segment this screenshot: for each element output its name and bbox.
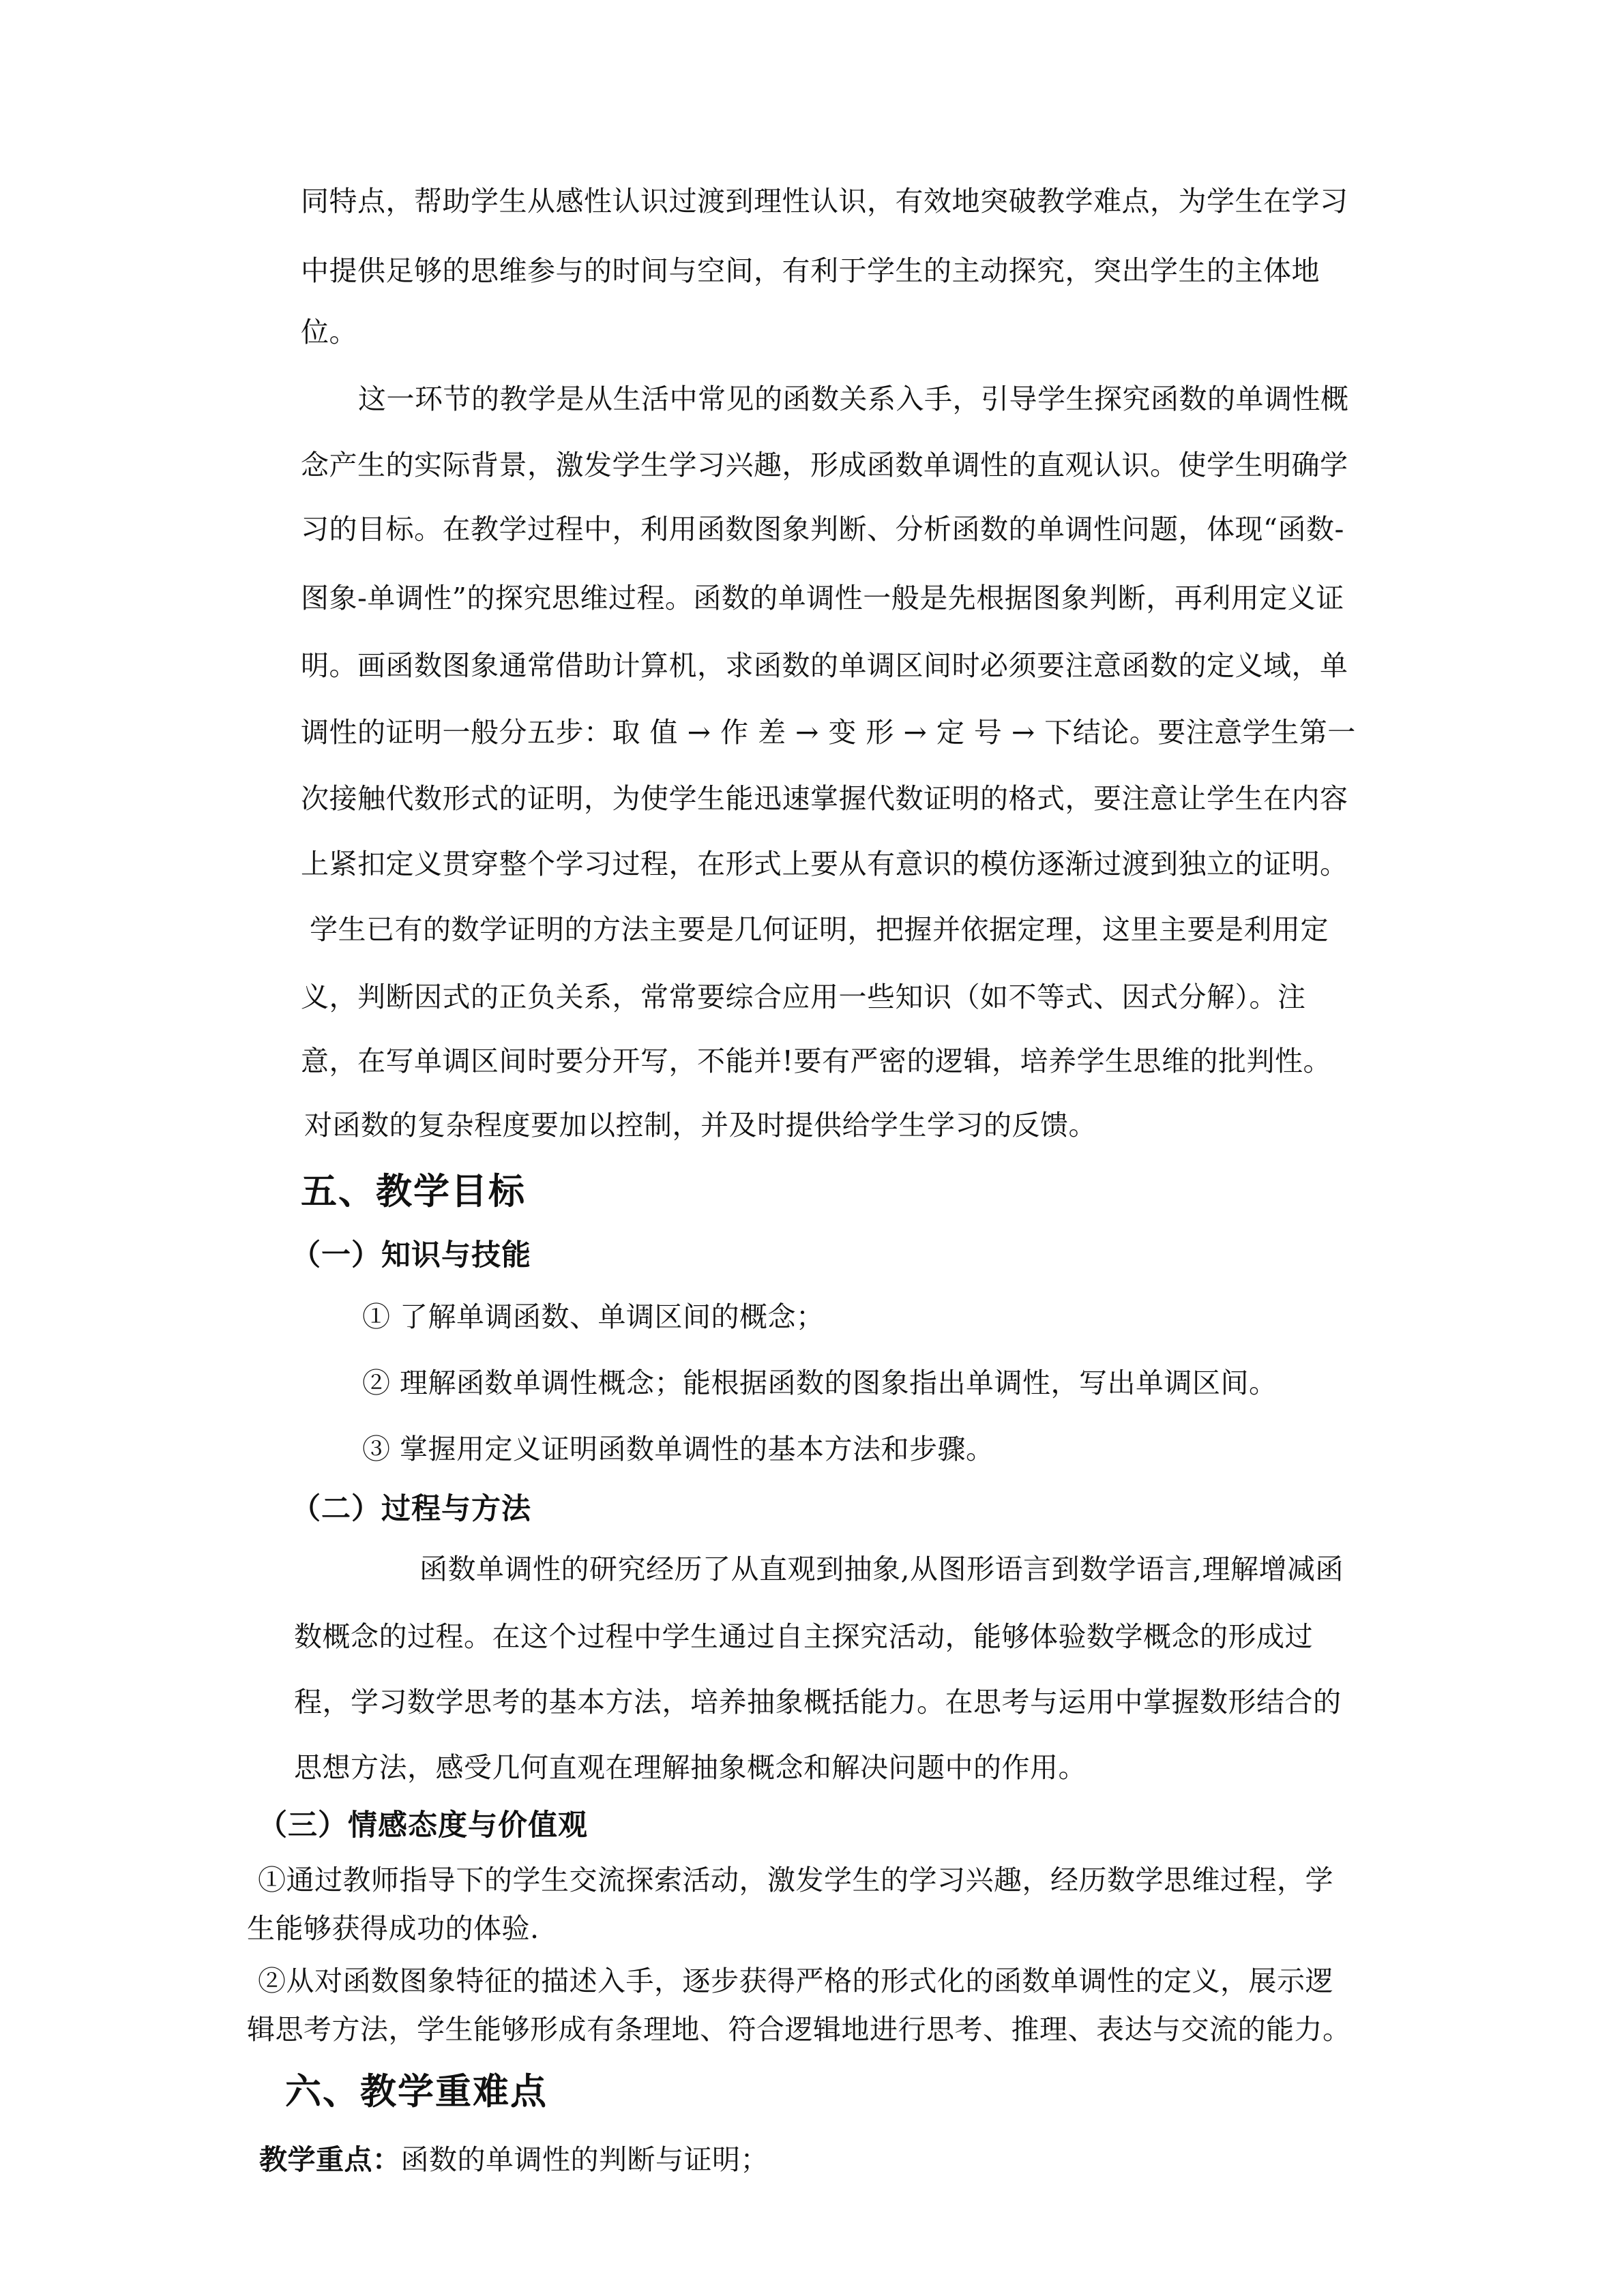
paragraph-line: 思想方法，感受几何直观在理解抽象概念和解决问题中的作用。 [294, 1751, 1087, 1784]
key-point-text: 函数的单调性的判断与证明； [400, 2143, 769, 2176]
list-item: ① 了解单调函数、单调区间的概念； [362, 1300, 825, 1333]
paragraph-line: 对函数的复杂程度要加以控制，并及时提供给学生学习的反馈。 [304, 1109, 1097, 1142]
key-point-line [259, 2143, 769, 2177]
paragraph-line: 中提供足够的思维参与的时间与空间，有利于学生的主动探究，突出学生的主体地 [301, 254, 1320, 287]
paragraph-line: 数概念的过程。在这个过程中学生通过自主探究活动，能够体验数学概念的形成过 [294, 1620, 1313, 1653]
paragraph-line: 辑思考方法，学生能够形成有条理地、符合逻辑地进行思考、推理、表达与交流的能力。 [247, 2013, 1351, 2046]
paragraph-line: 图象-单调性”的探究思维过程。函数的单调性一般是先根据图象判断，再利用定义证 [301, 582, 1344, 614]
key-point-label: 教学重点： [259, 2143, 401, 2176]
paragraph-line: ①通过教师指导下的学生交流探索活动，激发学生的学习兴趣，经历数学思维过程，学 [258, 1864, 1333, 1896]
subsection-heading: （一）知识与技能 [291, 1238, 531, 1272]
paragraph-line: ②从对函数图象特征的描述入手，逐步获得严格的形式化的函数单调性的定义，展示逻 [258, 1965, 1333, 1997]
paragraph-line: 义，判断因式的正负关系，常常要综合应用一些知识（如不等式、因式分解）。注 [301, 981, 1306, 1013]
paragraph-line: 调性的证明一般分五步：取 值 → 作 差 → 变 形 → 定 号 → 下结论。要注意学生第一 [301, 716, 1356, 749]
paragraph-line: 次接触代数形式的证明，为使学生能迅速掌握代数证明的格式，要注意让学生在内容 [301, 782, 1348, 815]
paragraph-line: 位。 [301, 316, 357, 348]
paragraph-line: 同特点，帮助学生从感性认识过渡到理性认识，有效地突破教学难点，为学生在学习 [301, 185, 1348, 218]
section-heading: 五、教学目标 [301, 1171, 526, 1212]
subsection-heading: （三）情感态度与价值观 [258, 1808, 588, 1843]
paragraph-line: 习的目标。在教学过程中，利用函数图象判断、分析函数的单调性问题，体现“函数- [301, 513, 1344, 546]
paragraph-line: 程，学习数学思考的基本方法，培养抽象概括能力。在思考与运用中掌握数形结合的 [294, 1686, 1342, 1718]
paragraph-line: 生能够获得成功的体验. [247, 1912, 540, 1945]
paragraph-line: 上紧扣定义贯穿整个学习过程，在形式上要从有意识的模仿逐渐过渡到独立的证明。 [301, 848, 1348, 880]
list-item: ③ 掌握用定义证明函数单调性的基本方法和步骤。 [362, 1433, 994, 1465]
list-item: ② 理解函数单调性概念；能根据函数的图象指出单调性，写出单调区间。 [362, 1367, 1278, 1399]
paragraph-line: 意，在写单调区间时要分开写，不能并!要有严密的逻辑，培养学生思维的批判性。 [301, 1045, 1331, 1077]
paragraph-line: 学生已有的数学证明的方法主要是几何证明，把握并依据定理，这里主要是利用定 [310, 913, 1329, 946]
paragraph-line: 函数单调性的研究经历了从直观到抽象,从图形语言到数学语言,理解增减函 [419, 1553, 1344, 1585]
section-heading: 六、教学重难点 [285, 2071, 548, 2113]
paragraph-line: 明。画函数图象通常借助计算机，求函数的单调区间时必须要注意函数的定义域，单 [301, 649, 1348, 682]
subsection-heading: （二）过程与方法 [291, 1492, 531, 1526]
paragraph-line: 这一环节的教学是从生活中常见的函数关系入手，引导学生探究函数的单调性概 [358, 383, 1349, 415]
paragraph-line: 念产生的实际背景，激发学生学习兴趣，形成函数单调性的直观认识。使学生明确学 [301, 449, 1348, 481]
